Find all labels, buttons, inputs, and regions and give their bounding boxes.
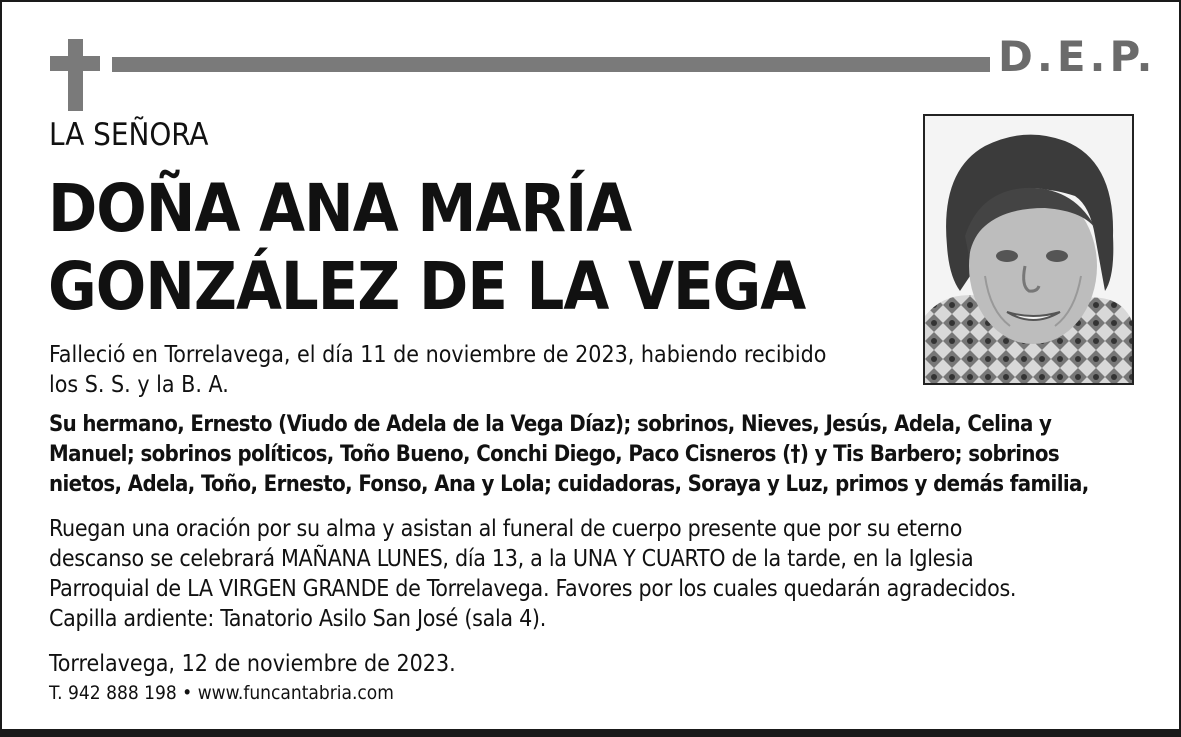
death-line: los S. S. y la B. A. <box>49 372 229 398</box>
death-notice <box>49 340 909 400</box>
place-date: Torrelavega, 12 de noviembre de 2023. <box>49 651 456 677</box>
dep-label: D.E.P. <box>998 32 1157 81</box>
funeral-line: Ruegan una oración por su alma y asistan al funeral de cuerpo presente que por su eterno <box>49 516 963 542</box>
portrait-image <box>925 116 1132 383</box>
family-list <box>49 410 1149 500</box>
family-line: Su hermano, Ernesto (Viudo de Adela de la Vega Díaz); sobrinos, Nieves, Jesús, Adela, Celina y <box>49 412 1052 437</box>
funeral-line: descanso se celebrará MAÑANA LUNES, día 13, a la UNA Y CUARTO de la tarde, en la Iglesia <box>49 546 974 572</box>
header-rule <box>112 57 990 72</box>
family-line: Manuel; sobrinos políticos, Toño Bueno, Conchi Diego, Paco Cisneros (†) y Tis Barbero; sobrinos <box>49 442 1060 467</box>
name-line: GONZÁLEZ DE LA VEGA <box>48 248 806 325</box>
family-line: nietos, Adela, Toño, Ernesto, Fonso, Ana y Lola; cuidadoras, Soraya y Luz, primos y demás familia, <box>49 472 1089 497</box>
deceased-name <box>48 170 908 326</box>
cross-icon <box>50 39 100 111</box>
death-line: Falleció en Torrelavega, el día 11 de noviembre de 2023, habiendo recibido <box>49 342 827 368</box>
funeral-line: Capilla ardiente: Tanatorio Asilo San José (sala 4). <box>49 606 546 632</box>
funeral-line: Parroquial de LA VIRGEN GRANDE de Torrelavega. Favores por los cuales quedarán agradecidos. <box>49 576 1017 602</box>
contact-info: T. 942 888 198 • www.funcantabria.com <box>49 682 394 704</box>
funeral-details <box>49 514 1159 634</box>
deceased-photo <box>923 114 1134 385</box>
name-line: DOÑA ANA MARÍA <box>48 170 632 247</box>
deceased-title: LA SEÑORA <box>49 117 209 153</box>
